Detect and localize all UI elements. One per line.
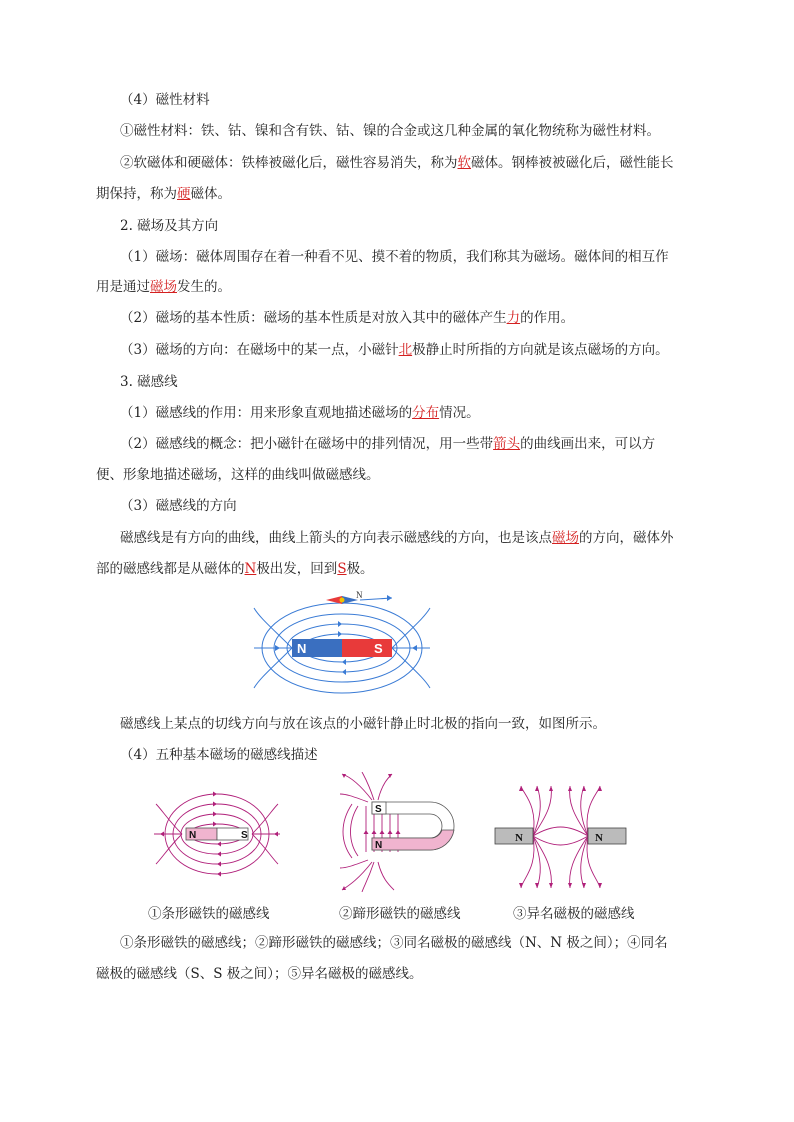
answer-highlight: 北 [398,342,413,358]
paragraph: 期保持，称为硬磁体。 [96,186,231,202]
answer-highlight: S [337,561,347,577]
paragraph: 磁感线是有方向的曲线，曲线上箭头的方向表示磁感线的方向，也是该点磁场的方向，磁体外 [120,530,674,546]
paragraph: ②软磁体和硬磁体：铁棒被磁化后，磁性容易消失，称为软磁体。钢棒被被磁化后，磁性能长 [120,155,674,171]
heading-field-direction: （3）磁感线的方向 [120,498,237,514]
compass-icon [326,596,358,604]
south-pole-label: S [374,641,383,656]
answer-highlight: 磁场 [150,279,177,295]
answer-highlight: 箭头 [493,436,521,452]
answer-highlight: 磁场 [552,530,579,546]
south-pole-label: S [375,804,382,815]
north-pole-label: N [189,830,197,841]
south-pole-label: S [241,830,248,841]
opposite-poles-figure [493,784,628,889]
heading-magnetic-field: 2. 磁场及其方向 [120,218,219,234]
bar-magnet-magenta-figure [152,770,282,890]
north-pole-label: N [515,832,523,844]
answer-highlight: N [244,561,257,577]
paragraph: （1）磁感线的作用：用来形象直观地描述磁场的分布情况。 [120,405,480,421]
answer-highlight: 分布 [412,405,440,421]
answer-highlight: 力 [506,310,521,326]
north-pole-label: N [375,840,383,851]
answer-highlight: 软 [457,155,471,171]
heading-five-fields: （4）五种基本磁场的磁感线描述 [120,747,318,763]
paragraph: 磁极的磁感线（S、S 极之间）；⑤异名磁极的磁感线。 [96,966,423,982]
compass-n-label: N [356,590,363,600]
answer-highlight: 硬 [177,186,191,202]
bar-magnet-field-figure [252,588,432,698]
paragraph: ①磁性材料：铁、钴、镍和含有铁、钴、镍的合金或这几种金属的氧化物统称为磁性材料。 [120,123,660,139]
paragraph: （2）磁感线的概念：把小磁针在磁场中的排列情况，用一些带箭头的曲线画出来，可以方 [120,436,656,452]
figure-caption: ②蹄形磁铁的磁感线 [339,906,461,922]
paragraph: 用是通过磁场发生的。 [96,279,231,295]
paragraph: ①条形磁铁的磁感线；②蹄形磁铁的磁感线；③同名磁极的磁感线（N、N 极之间）；④同名 [120,935,668,951]
heading-magnetic-materials: （4）磁性材料 [120,92,210,108]
north-pole-label: N [297,641,307,656]
horseshoe-magnet-figure [338,772,468,892]
paragraph: 磁感线上某点的切线方向与放在该点的小磁针静止时北极的指向一致，如图所示。 [120,716,606,732]
paragraph: 便、形象地描述磁场，这样的曲线叫做磁感线。 [96,467,380,483]
heading-field-lines: 3. 磁感线 [120,374,178,390]
paragraph: （2）磁场的基本性质：磁场的基本性质是对放入其中的磁体产生力的作用。 [120,310,575,326]
paragraph: （1）磁场：磁体周围存在着一种看不见、摸不着的物质，我们称其为磁场。磁体间的相互作 [120,249,669,265]
figure-caption: ①条形磁铁的磁感线 [148,906,270,922]
magnet-south-half [342,639,392,657]
paragraph: （3）磁场的方向：在磁场中的某一点，小磁针北极静止时所指的方向就是该点磁场的方向。 [120,342,669,358]
paragraph: 部的磁感线都是从磁体的N极出发，回到S极。 [96,561,374,577]
figure-caption: ③异名磁极的磁感线 [513,906,635,922]
north-pole-label: N [595,832,603,844]
